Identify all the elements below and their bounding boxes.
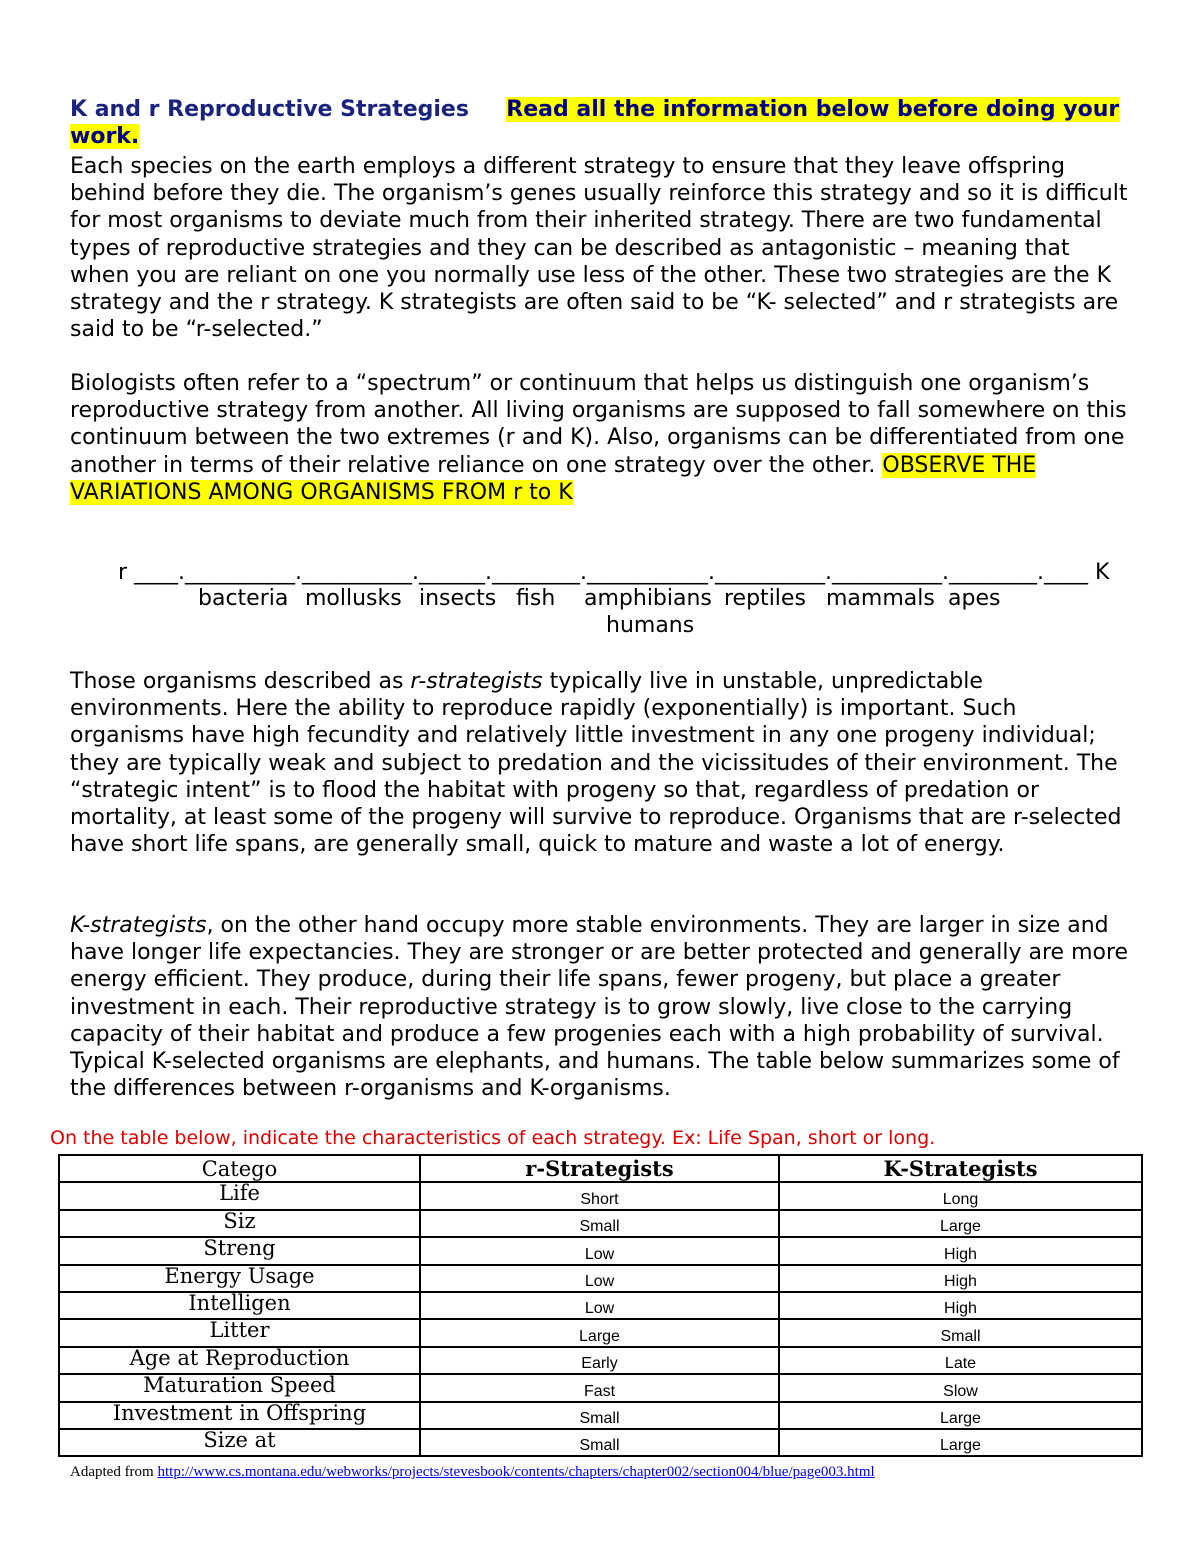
row-category: Litter	[59, 1319, 420, 1346]
continuum-k-label: K	[1095, 560, 1110, 585]
row-category: Energy Usage	[59, 1265, 420, 1292]
r-strategists-term: r-strategists	[410, 669, 543, 694]
row-r-value[interactable]: Large	[420, 1319, 779, 1346]
row-k-value[interactable]: Late	[779, 1347, 1142, 1374]
header-r-strategists: r-Strategists	[420, 1155, 779, 1182]
row-k-value[interactable]: Small	[779, 1319, 1142, 1346]
row-category: Intelligen	[59, 1292, 420, 1319]
row-category: Size at	[59, 1429, 420, 1456]
table-instruction: On the table below, indicate the characteristics of each strategy. Ex: Life Span, short or long.	[50, 1127, 936, 1149]
organism-label: apes	[948, 586, 1001, 611]
row-r-value[interactable]: Small	[420, 1210, 779, 1237]
k-text-after: , on the other hand occupy more stable environments. They are larger in size and have longer life expectancies. They are stronger or are better protected and generally are more energy efficient. They produce, during their life spans, fewer progeny, but place a greater investment in each. Their reproductive strategy is to grow slowly, live close to the carrying capacity of their habitat and produce a few progenies each with a high probability of survival. Typical K-selected organisms are elephants, and humans. The table below summarizes some of the differences between r-organisms and K-organisms.	[70, 913, 1129, 1102]
row-r-value[interactable]: Low	[420, 1237, 779, 1264]
row-k-value[interactable]: High	[779, 1237, 1142, 1264]
row-k-value[interactable]: High	[779, 1265, 1142, 1292]
source-link[interactable]: http://www.cs.montana.edu/webworks/projects/stevesbook/contents/chapters/chapter002/section004/blue/page003.html	[157, 1464, 875, 1480]
continuum-text: Biologists often refer to a “spectrum” or continuum that helps us distinguish one organism’s reproductive strategy from another. All living organisms are supposed to fall somewhere on this continuum between the two extremes (r and K). Also, organisms can be differentiated from one another in terms of their relative reliance on one strategy over the other.	[70, 371, 1127, 478]
row-category: Investment in Offspring	[59, 1402, 420, 1429]
source-footer	[70, 1464, 875, 1481]
row-k-value[interactable]: Large	[779, 1402, 1142, 1429]
strategy-table	[58, 1154, 1143, 1457]
row-r-value[interactable]: Fast	[420, 1374, 779, 1401]
table-row	[59, 1292, 1142, 1319]
continuum-highlight: OBSERVE THE VARIATIONS AMONG ORGANISMS FROM r to K	[70, 452, 1037, 505]
row-r-value[interactable]: Low	[420, 1292, 779, 1319]
row-r-value[interactable]: Small	[420, 1402, 779, 1429]
r-text-before: Those organisms described as	[70, 669, 404, 694]
row-k-value[interactable]: Long	[779, 1182, 1142, 1209]
organism-label: insects	[419, 586, 497, 611]
continuum-line	[118, 560, 1109, 585]
organism-label: fish	[516, 586, 556, 611]
page-title: K and r Reproductive Strategies	[70, 97, 469, 122]
organism-label: bacteria	[198, 586, 289, 611]
paragraph-r-strategists	[70, 668, 1130, 858]
row-category: Age at Reproduction	[59, 1347, 420, 1374]
row-r-value[interactable]: Short	[420, 1182, 779, 1209]
paragraph-k-strategists	[70, 912, 1130, 1102]
paragraph-intro: Each species on the earth employs a different strategy to ensure that they leave offspring behind before they die. The organism’s genes usually reinforce this strategy and so it is difficult for most organisms to deviate much from their inherited strategy. There are two fundamental types of reproductive strategies and they can be described as antagonistic – meaning that when you are reliant on one you normally use less of the other. These two strategies are the K strategy and the r strategy. K strategists are often said to be “K- selected” and r strategists are said to be “r-selected.”	[70, 154, 1128, 343]
row-k-value[interactable]: Large	[779, 1210, 1142, 1237]
title-line	[70, 96, 1130, 150]
organism-label: mollusks	[305, 586, 402, 611]
organism-label: humans	[606, 613, 695, 638]
r-text-after: typically live in unstable, unpredictable environments. Here the ability to reproduce rapidly (exponentially) is important. Such organisms have high fecundity and relatively little investment in any one progeny individual; they are typically weak and subject to predation and the vicissitudes of their environment. The “strategic intent” is to flood the habitat with progeny so that, regardless of predation or mortality, at least some of the progeny will survive to reproduce. Organisms that are r-selected have short life spans, are generally small, quick to mature and waste a lot of energy.	[70, 669, 1122, 858]
row-category: Streng	[59, 1237, 420, 1264]
table-row	[59, 1374, 1142, 1401]
footer-prefix: Adapted from	[70, 1464, 154, 1480]
row-category: Life	[59, 1182, 420, 1209]
table-header-row	[59, 1155, 1142, 1182]
organism-label: mammals	[826, 586, 935, 611]
header-k-strategists: K-Strategists	[779, 1155, 1142, 1182]
table-row	[59, 1319, 1142, 1346]
continuum-r-label: r	[118, 560, 128, 585]
k-strategists-term: K-strategists	[70, 913, 207, 938]
table-row	[59, 1402, 1142, 1429]
table-row	[59, 1347, 1142, 1374]
table-row	[59, 1210, 1142, 1237]
table-row	[59, 1182, 1142, 1209]
organism-label: reptiles	[724, 586, 806, 611]
row-category: Siz	[59, 1210, 420, 1237]
paragraph-continuum	[70, 370, 1130, 506]
table-row	[59, 1265, 1142, 1292]
row-k-value[interactable]: High	[779, 1292, 1142, 1319]
row-category: Maturation Speed	[59, 1374, 420, 1401]
row-k-value[interactable]: Large	[779, 1429, 1142, 1456]
row-k-value[interactable]: Slow	[779, 1374, 1142, 1401]
table-row	[59, 1429, 1142, 1456]
organism-label: amphibians	[584, 586, 712, 611]
continuum-scale: ____.__________.__________.______.________.___________.__________.__________.________.____	[134, 560, 1088, 585]
row-r-value[interactable]: Low	[420, 1265, 779, 1292]
row-r-value[interactable]: Early	[420, 1347, 779, 1374]
row-r-value[interactable]: Small	[420, 1429, 779, 1456]
table-row	[59, 1237, 1142, 1264]
instruction-highlight: Read all the information below before doing your work.	[70, 97, 1120, 150]
header-category: Catego	[59, 1155, 420, 1182]
